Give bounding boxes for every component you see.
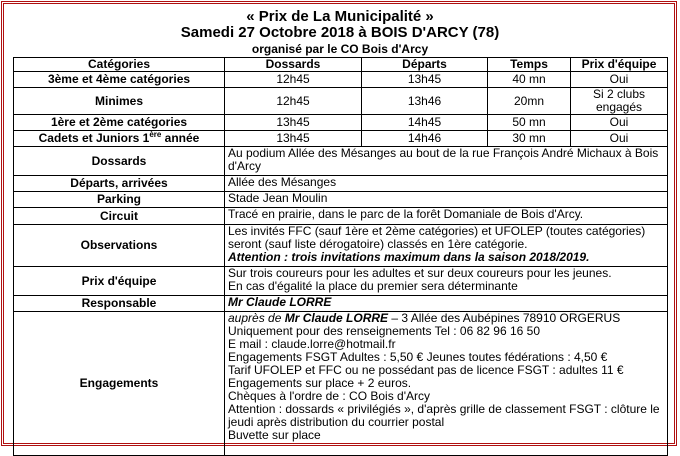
info-line: jeudi après distribution du courrier postal (228, 415, 445, 429)
race-depart: 14h46 (362, 131, 488, 147)
info-line: Uniquement pour des renseignements Tel : 06 82 96 16 50 (228, 324, 540, 338)
race-category-main: Cadets et Juniors 1 (38, 131, 150, 145)
race-category (14, 131, 225, 147)
info-line: Attention : dossards « privilégiés », d'après grille de classement FSGT : clôture le (228, 402, 660, 416)
info-value (225, 225, 668, 267)
responsable-name: Mr Claude LORRE (225, 296, 668, 312)
event-date-line: Samedi 27 Octobre 2018 à BOIS D'ARCY (78) (180, 24, 500, 41)
race-category-sup: ère (149, 130, 162, 139)
column-header-prix: Prix d'équipe (571, 58, 668, 72)
observations-attention: Attention : trois invitations maximum dans la saison 2018/2019. (228, 250, 590, 264)
info-line: d'Arcy (228, 159, 261, 173)
info-row-parking (14, 192, 668, 208)
info-value (225, 312, 668, 456)
info-label: Départs, arrivées (14, 176, 225, 192)
race-temps: 20mn (488, 88, 571, 115)
info-value: Tracé en prairie, dans le parc de la forêt Domaniale de Bois d'Arcy. (225, 208, 668, 225)
race-depart: 13h46 (362, 88, 488, 115)
info-value (225, 147, 668, 176)
info-row-responsable (14, 296, 668, 312)
column-header-categories: Catégories (14, 58, 225, 72)
column-header-temps: Temps (488, 58, 571, 72)
engagements-address: – 3 Allée des Aubépines 78910 ORGERUS (388, 311, 621, 325)
info-label: Dossards (14, 147, 225, 176)
info-value: Stade Jean Moulin (225, 192, 668, 208)
race-dossards: 12h45 (225, 72, 362, 88)
race-prix: Oui (571, 72, 668, 88)
info-row-observations (14, 225, 668, 267)
engagements-aupres: auprès de (228, 311, 285, 325)
race-info-table (13, 57, 668, 456)
event-title: « Prix de La Municipalité » (246, 8, 434, 25)
race-temps: 50 mn (488, 115, 571, 131)
info-line: Au podium Allée des Mésanges au bout de la rue François André Michaux à Bois (228, 146, 659, 160)
info-line: Engagements sur place + 2 euros. (228, 376, 412, 390)
race-category-end: année (161, 131, 200, 145)
race-dossards: 13h45 (225, 131, 362, 147)
info-row-prix-equipe (14, 267, 668, 296)
table-row (14, 115, 668, 131)
race-category: 1ère et 2ème catégories (14, 115, 225, 131)
info-row-departs (14, 176, 668, 192)
info-line: Les invités FFC (sauf 1ère et 2ème catégories) et UFOLEP (toutes catégories) (228, 224, 646, 238)
engagements-contact-name: Mr Claude LORRE (284, 311, 389, 325)
info-line: En cas d'égalité la place du premier sera déterminante (228, 279, 518, 293)
info-line: E mail : claude.lorre@hotmail.fr (228, 337, 396, 351)
info-label: Engagements (14, 312, 225, 456)
info-line: Sur trois coureurs pour les adultes et sur deux coureurs pour les jeunes. (228, 266, 612, 280)
info-line: Engagements FSGT Adultes : 5,50 € Jeunes toutes fédérations : 4,50 € (228, 350, 608, 364)
info-label: Parking (14, 192, 225, 208)
race-prix: Oui (571, 131, 668, 147)
table-row (14, 88, 668, 115)
race-dossards: 12h45 (225, 88, 362, 115)
race-temps: 40 mn (488, 72, 571, 88)
info-row-circuit (14, 208, 668, 225)
info-label: Prix d'équipe (14, 267, 225, 296)
info-line: Buvette sur place (228, 428, 321, 442)
info-row-engagements (14, 312, 668, 456)
info-value: Allée des Mésanges (225, 176, 668, 192)
race-depart: 13h45 (362, 72, 488, 88)
info-line: Chèques à l'ordre de : CO Bois d'Arcy (228, 389, 431, 403)
info-row-dossards (14, 147, 668, 176)
column-header-dossards: Dossards (225, 58, 362, 72)
info-label: Observations (14, 225, 225, 267)
race-dossards: 13h45 (225, 115, 362, 131)
info-label: Circuit (14, 208, 225, 225)
info-line: Tarif UFOLEP et FFC ou ne possédant pas de licence FSGT : adultes 11 € (228, 363, 624, 377)
race-category: Minimes (14, 88, 225, 115)
info-label: Responsable (14, 296, 225, 312)
info-line: seront (sauf liste dérogatoire) classés en 1ère catégorie. (228, 237, 528, 251)
column-header-departs: Départs (362, 58, 488, 72)
race-prix: Oui (571, 115, 668, 131)
info-value (225, 267, 668, 296)
table-row (14, 72, 668, 88)
event-organizer: organisé par le CO Bois d'Arcy (251, 42, 429, 56)
race-depart: 14h45 (362, 115, 488, 131)
table-header-row (14, 58, 668, 72)
table-row (14, 131, 668, 147)
race-prix: Si 2 clubs engagés (571, 88, 668, 115)
race-temps: 30 mn (488, 131, 571, 147)
race-category: 3ème et 4ème catégories (14, 72, 225, 88)
